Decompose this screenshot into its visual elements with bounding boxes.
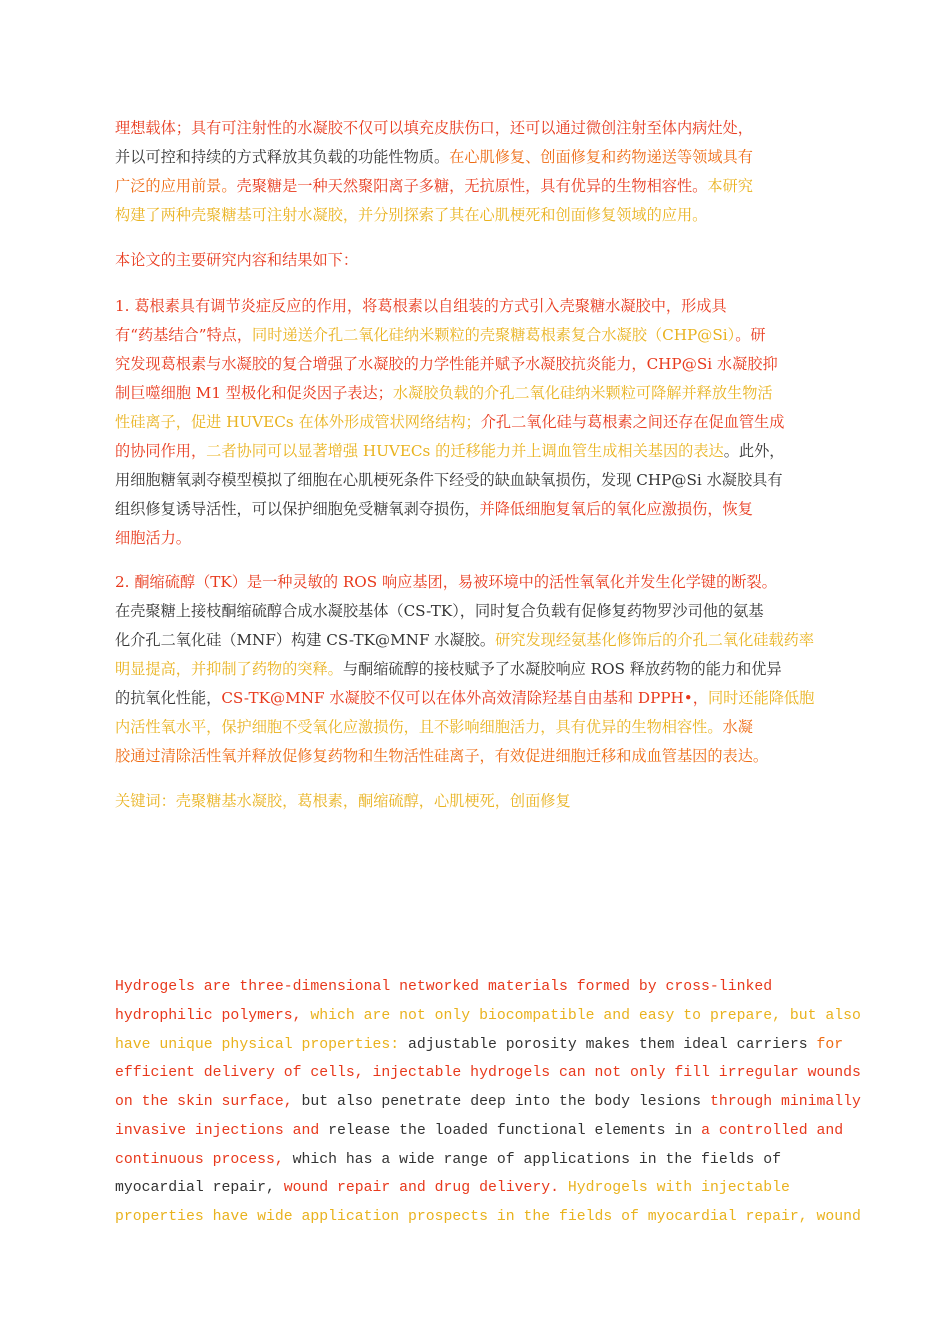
highlighted-text-segment: efficient delivery of cells, injectable hydrogels can not only fill irregular wounds <box>115 1065 861 1082</box>
highlighted-text-segment: release the loaded functional elements in <box>328 1122 702 1139</box>
highlighted-text-segment: 明显提高，并抑制了药物的突释。 <box>115 660 343 678</box>
highlighted-text-segment: 与酮缩硫醇的接枝赋予了水凝胶响应 ROS 释放药物的能力和优异 <box>342 660 782 678</box>
highlighted-text-segment: 同时递送介孔二氧化硅纳米颗粒的壳聚糖葛根素复合水凝胶（CHP@Si） <box>252 326 736 344</box>
highlighted-text-segment: 水凝 <box>722 718 753 736</box>
highlighted-text-segment: 究发现葛根素与水凝胶的复合增强了水凝胶的力学性能并赋予水凝胶抗炎能力，CHP@Si 水凝胶抑 <box>115 355 778 373</box>
text-line <box>115 379 840 408</box>
highlighted-text-segment: 在壳聚糖上接枝酮缩硫醇合成水凝胶基体（CS-TK），同时复合负载有促修复药物罗沙司他的氨基 <box>115 602 764 620</box>
highlighted-text-segment: 二者协同可以显著增强 HUVECs 的迁移能力并上调血管生成相关基因的表达 <box>206 442 724 460</box>
highlighted-text-segment: continuous process, <box>115 1151 293 1168</box>
keywords-line <box>115 787 840 816</box>
text-line <box>115 466 840 495</box>
highlighted-text-segment: 制巨噬细胞 M1 型极化和促炎因子表达； <box>115 384 393 402</box>
chinese-intro-paragraph <box>115 114 840 230</box>
english-abstract-paragraph <box>115 973 861 1232</box>
text-line <box>115 973 840 1002</box>
highlighted-text-segment: 的抗氧化性能， <box>115 689 222 707</box>
highlighted-text-segment: 关键词：壳聚糖基水凝胶，葛根素，酮缩硫醇，心肌梗死，创面修复 <box>115 792 571 810</box>
highlighted-text-segment: 。研 <box>735 326 766 344</box>
text-line <box>115 1117 844 1146</box>
text-line <box>115 684 840 713</box>
highlighted-text-segment: through minimally <box>709 1094 861 1110</box>
highlighted-text-segment: 性硅离子，促进 HUVECs 在体外形成管状网络结构； <box>115 413 481 431</box>
text-line <box>115 524 840 553</box>
highlighted-text-segment: 构建了两种壳聚糖基可注射水凝胶，并分别探索了其在心肌梗死和创面修复领域的应用。 <box>115 206 708 224</box>
text-line <box>115 626 840 655</box>
text-line <box>115 437 840 466</box>
text-line <box>115 1203 861 1232</box>
text-line <box>115 1002 861 1031</box>
text-line <box>115 787 840 816</box>
highlighted-text-segment: 介孔二氧化硅与葛根素之间还存在促血管生成 <box>480 413 785 431</box>
text-line <box>115 321 840 350</box>
highlighted-text-segment: which are not only biocompatible and easy to prepare, but also <box>310 1007 861 1024</box>
text-line <box>115 1174 840 1203</box>
highlighted-text-segment: 广泛的应用前景。 <box>115 177 237 195</box>
highlighted-text-segment: for <box>816 1036 844 1053</box>
text-line <box>115 742 840 771</box>
text-line <box>115 172 840 201</box>
highlighted-text-segment: 在心肌修复、创面修复和药物递送等领域具有 <box>449 148 753 166</box>
text-line <box>115 1146 840 1175</box>
text-line <box>115 408 840 437</box>
highlighted-text-segment: adjustable porosity makes them ideal carriers <box>408 1036 817 1053</box>
highlighted-text-segment: properties have wide application prospects in the fields of myocardial repair, wound <box>115 1209 861 1225</box>
highlighted-text-segment: have unique physical properties: <box>115 1036 409 1053</box>
text-line <box>115 1088 861 1117</box>
text-line <box>115 713 840 742</box>
text-line <box>115 1031 844 1060</box>
text-line <box>115 246 840 275</box>
highlighted-text-segment: 内活性氧水平，保护细胞不受氧化应激损伤，且不影响细胞活力，具有优异的生物相容性。 <box>115 718 723 736</box>
research-item-2-paragraph <box>115 568 840 771</box>
highlighted-text-segment: 组织修复诱导活性，可以保护细胞免受糖氧剥夺损伤， <box>115 500 480 518</box>
text-line <box>115 292 840 321</box>
text-line <box>115 655 840 684</box>
highlighted-text-segment: which has a wide range of applications in the fields of <box>292 1151 781 1168</box>
highlighted-text-segment: but also penetrate deep into the body lesions <box>301 1094 710 1110</box>
highlighted-text-segment: 1. 葛根素具有调节炎症反应的作用，将葛根素以自组装的方式引入壳聚糖水凝胶中，形成具 <box>115 297 727 315</box>
text-line <box>115 1059 861 1088</box>
highlighted-text-segment: 水凝胶负载的介孔二氧化硅纳米颗粒可降解并释放生物活 <box>392 384 773 402</box>
highlighted-text-segment: hydrophilic polymers, <box>115 1007 311 1024</box>
text-line <box>115 495 840 524</box>
text-line <box>115 201 840 230</box>
text-line <box>115 143 840 172</box>
highlighted-text-segment: invasive injections and <box>115 1122 329 1139</box>
research-summary-heading <box>115 246 840 275</box>
highlighted-text-segment: CS-TK@MNF 水凝胶不仅可以在体外高效清除羟基自由基和 DPPH•， <box>221 689 708 707</box>
highlighted-text-segment: 研究发现经氨基化修饰后的介孔二氧化硅载药率 <box>495 631 814 649</box>
highlighted-text-segment: wound repair and drug delivery. <box>283 1180 568 1197</box>
research-item-1-paragraph <box>115 292 840 553</box>
highlighted-text-segment: Hydrogels with injectable <box>567 1180 790 1197</box>
highlighted-text-segment: 2. 酮缩硫醇（TK）是一种灵敏的 ROS 响应基团，易被环境中的活性氧氧化并发生化学键的断裂。 <box>115 573 777 591</box>
highlighted-text-segment: 细胞活力。 <box>115 529 191 547</box>
text-line <box>115 568 840 597</box>
highlighted-text-segment: 胶通过清除活性氧并释放促修复药物和生物活性硅离子，有效促进细胞迁移和成血管基因的表达。 <box>115 747 769 765</box>
highlighted-text-segment: Hydrogels are three-dimensional networked materials formed by cross-linked <box>115 979 773 995</box>
highlighted-text-segment: 有“药基结合”特点， <box>115 326 253 344</box>
highlighted-text-segment: on the skin surface, <box>115 1094 302 1110</box>
highlighted-text-segment: 理想载体；具有可注射性的水凝胶不仅可以填充皮肤伤口，还可以通过微创注射至体内病灶处， <box>115 119 753 137</box>
highlighted-text-segment: a controlled and <box>701 1122 844 1139</box>
highlighted-text-segment: 用细胞糖氧剥夺模型模拟了细胞在心肌梗死条件下经受的缺血缺氧损伤，发现 CHP@Si 水凝胶具有 <box>115 471 783 489</box>
highlighted-text-segment: 并降低细胞复氧后的氧化应激损伤，恢复 <box>479 500 753 518</box>
highlighted-text-segment: myocardial repair, <box>115 1180 284 1197</box>
highlighted-text-segment: 同时还能降低胞 <box>707 689 815 707</box>
highlighted-text-segment: 。此外， <box>723 442 785 460</box>
text-line <box>115 597 840 626</box>
highlighted-text-segment: 的协同作用， <box>115 442 207 460</box>
highlighted-text-segment: 并以可控和持续的方式释放其负载的功能性物质。 <box>115 148 450 166</box>
text-line <box>115 114 840 143</box>
highlighted-text-segment: 本研究 <box>707 177 753 195</box>
highlighted-text-segment: 本论文的主要研究内容和结果如下： <box>115 251 358 269</box>
text-line <box>115 350 840 379</box>
highlighted-text-segment: 壳聚糖是一种天然聚阳离子多糖，无抗原性，具有优异的生物相容性。 <box>236 177 708 195</box>
highlighted-text-segment: 化介孔二氧化硅（MNF）构建 CS-TK@MNF 水凝胶。 <box>115 631 496 649</box>
